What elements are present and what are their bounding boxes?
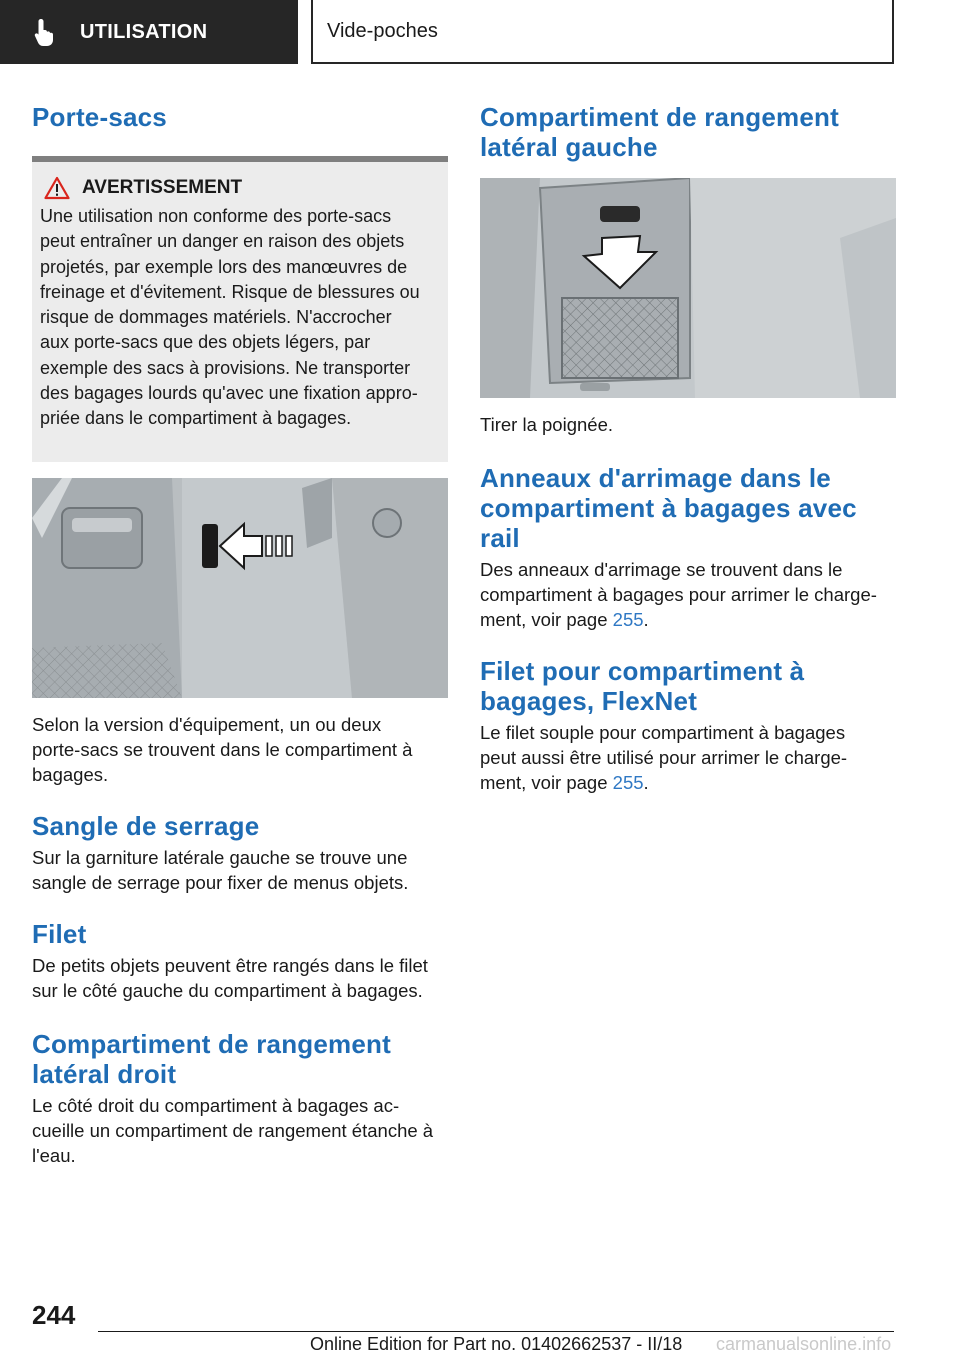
chapter-title: UTILISATION [80,20,208,43]
chapter-tab[interactable] [0,0,298,64]
heading-line: Compartiment de rangement [32,1029,391,1059]
heading-porte-sacs: Porte-sacs [32,102,167,132]
text-line: bagages. [32,764,109,785]
compartiment-droit-text [32,1093,448,1168]
heading-flexnet [480,656,896,716]
heading-line: Compartiment de rangement [480,102,839,132]
edition-text: Online Edition for Part no. 01402662537 - II/18 [310,1334,683,1354]
warning-title-row [44,176,440,200]
heading-filet: Filet [32,919,87,949]
tirer-text: Tirer la poignée. [480,414,613,435]
text-line: ment, voir page [480,772,613,793]
section-header [311,0,894,64]
flexnet-text [480,720,896,795]
text-line: sur le côté gauche du compartiment à bagages. [32,980,423,1001]
text-line: De petits objets peuvent être rangés dans le filet [32,955,428,976]
heading-line: rail [480,523,520,553]
text-line: porte-sacs se trouvent dans le compartiment à [32,739,413,760]
heading-line: latéral droit [32,1059,177,1089]
warning-line: freinage et d'évitement. Risque de blessures ou [40,281,420,302]
text-line: sangle de serrage pour fixer de menus objets. [32,872,409,893]
warning-box [32,156,448,462]
warning-line: des bagages lourds qu'avec une fixation appro‐ [40,383,418,404]
page-link-255[interactable]: 255 [612,609,644,630]
warning-text [40,204,440,432]
warning-triangle-icon [44,176,70,200]
warning-line: projetés, par exemple lors des manœuvres de [40,256,408,277]
heading-anneaux [480,463,896,553]
heading-line: Filet pour compartiment à [480,656,805,686]
text-line: l'eau. [32,1145,76,1166]
text-line: Selon la version d'équipement, un ou deux [32,714,382,735]
text-line: compartiment à bagages pour arrimer le charge‐ [480,584,877,605]
footer-divider [98,1331,894,1332]
heading-line: bagages, FlexNet [480,686,698,716]
period: . [643,772,649,793]
warning-line: Une utilisation non conforme des porte-sacs [40,206,392,226]
warning-line: exemple des sacs à provisions. Ne transporter [40,357,411,378]
warning-line: peut entraîner un danger en raison des objets [40,231,405,252]
text-line: Le côté droit du compartiment à bagages ac‐ [32,1095,400,1116]
right-column [480,100,896,795]
text-line: peut aussi être utilisé pour arrimer le charge‐ [480,747,848,768]
section-title: Vide-poches [327,19,438,42]
watermark: carmanualsonline.info [716,1334,892,1354]
period: . [643,609,649,630]
heading-compartiment-gauche [480,102,896,162]
heading-line: latéral gauche [480,132,658,162]
warning-line: priée dans le compartiment à bagages. [40,408,352,429]
sangle-text [32,845,448,895]
hand-pointer-icon [32,17,60,47]
text-line: Sur la garniture latérale gauche se trouve une [32,847,408,868]
text-line: ment, voir page [480,609,613,630]
porte-sacs-text [32,712,448,787]
warning-line: risque de dommages matériels. N'accrocher [40,307,392,328]
heading-line: Anneaux d'arrimage dans le [480,463,831,493]
bag-hook-illustration [32,478,448,698]
text-line: Le filet souple pour compartiment à bagages [480,722,846,743]
heading-compartiment-droit [32,1029,448,1089]
left-column [32,100,448,1168]
text-line: Des anneaux d'arrimage se trouvent dans le [480,559,843,580]
heading-line: compartiment à bagages avec [480,493,857,523]
filet-text [32,953,448,1003]
text-line: cueille un compartiment de rangement étanche à [32,1120,434,1141]
heading-sangle: Sangle de serrage [32,811,260,841]
anneaux-text [480,557,896,632]
warning-title: AVERTISSEMENT [82,177,243,198]
warning-line: aux porte-sacs que des objets légers, par [40,332,371,353]
page-link-255[interactable]: 255 [612,772,644,793]
compartment-handle-illustration [480,178,896,398]
page-number: 244 [32,1300,76,1330]
